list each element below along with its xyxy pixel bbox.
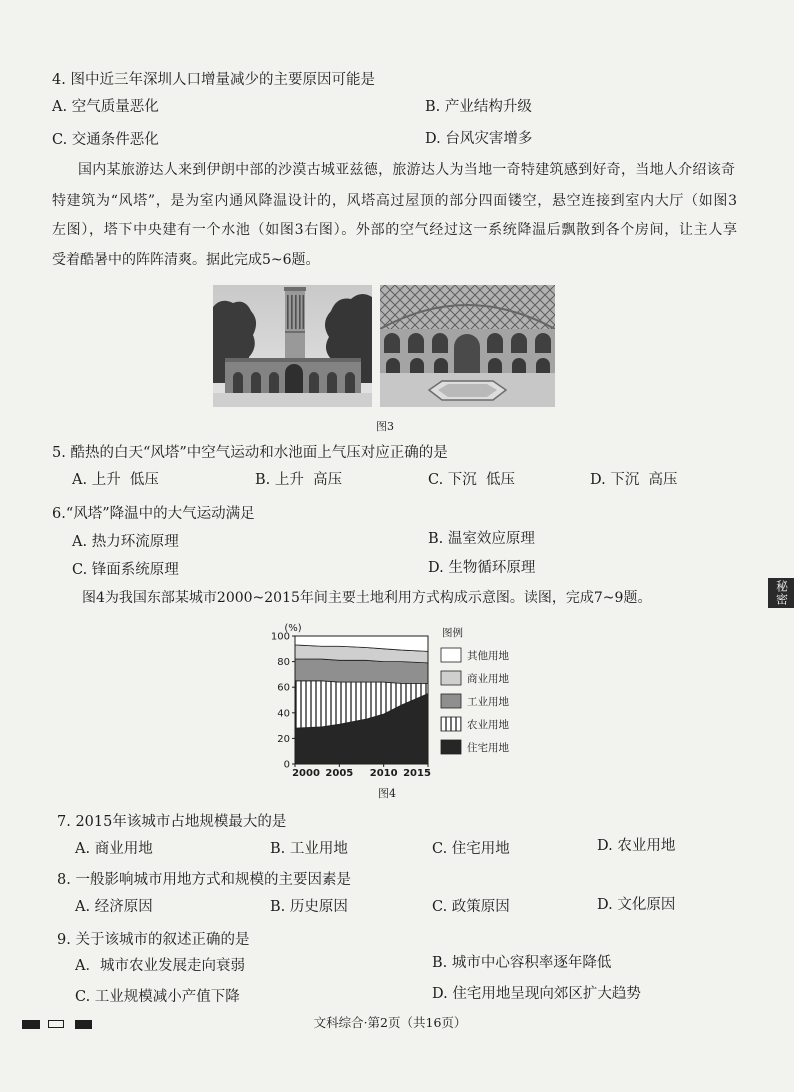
print-mark — [75, 1020, 92, 1029]
print-mark — [22, 1020, 40, 1029]
pool-water — [438, 384, 497, 397]
q5-option-b: B. 上升 高压 — [255, 472, 343, 488]
figure3-caption: 图3 — [376, 420, 394, 433]
q7-option-b: B. 工业用地 — [270, 841, 348, 857]
y-tick-label: 20 — [277, 733, 290, 745]
legend-swatch-commercial — [441, 671, 461, 685]
legend-swatch-agricultural — [441, 717, 461, 731]
passage-7-9: 图4为我国东部某城市2000~2015年间主要土地利用方式构成示意图。读图，完成7~9题。 — [82, 590, 652, 606]
q9-option-a: A．城市农业发展走向衰弱 — [75, 958, 245, 974]
legend-label-industrial: 工业用地 — [467, 696, 509, 708]
page-footer: 文科综合·第2页（共16页） — [313, 1015, 467, 1030]
q6-option-b: B. 温室效应原理 — [428, 531, 535, 547]
q6-stem: 6.“风塔”降温中的大气运动满足 — [52, 506, 255, 522]
y-tick-label: 0 — [283, 759, 290, 771]
legend-title: 图例 — [442, 627, 463, 639]
q7-option-a: A. 商业用地 — [75, 841, 153, 857]
legend-label-other: 其他用地 — [467, 650, 509, 662]
legend-label-commercial: 商业用地 — [467, 673, 509, 685]
y-tick-label: 80 — [277, 657, 290, 669]
x-tick-label: 2010 — [369, 768, 398, 779]
figure3-left-photo — [213, 285, 372, 407]
q6-option-c: C. 锋面系统原理 — [72, 562, 179, 578]
q8-option-b: B. 历史原因 — [270, 899, 348, 915]
q6-option-a: A. 热力环流原理 — [72, 534, 179, 550]
q5-stem: 5. 酷热的白天“风塔”中空气运动和水池面上气压对应正确的是 — [52, 445, 448, 461]
passage-5-6-line: 左图），塔下中央建有一个水池（如图3右图）。外部的空气经过这一系统降温后飘散到各个房间，让主人享 — [52, 222, 737, 238]
chart-legend — [441, 626, 509, 754]
q9-option-c: C. 工业规模减小产值下降 — [75, 989, 240, 1005]
y-tick-label: 40 — [277, 708, 290, 720]
legend-swatch-residential — [441, 740, 461, 754]
q9-stem: 9. 关于该城市的叙述正确的是 — [57, 932, 250, 948]
q4-option-b: B. 产业结构升级 — [425, 99, 532, 115]
stacked-areas — [295, 636, 428, 764]
legend-swatch-industrial — [441, 694, 461, 708]
building-facade — [225, 358, 361, 395]
x-tick-label: 2015 — [403, 768, 431, 779]
q5-option-d: D. 下沉 高压 — [590, 472, 678, 488]
figure3-right-photo — [380, 285, 555, 407]
q8-option-c: C. 政策原因 — [432, 899, 510, 915]
q5-option-c: C. 下沉 低压 — [428, 472, 516, 488]
q8-stem: 8. 一般影响城市用地方式和规模的主要因素是 — [57, 872, 351, 888]
lattice-ceiling — [380, 285, 555, 329]
confidential-tab: 秘密 — [768, 578, 794, 608]
legend-label-agricultural: 农业用地 — [467, 719, 509, 731]
figure4-land-use-chart — [255, 618, 555, 784]
q7-stem: 7. 2015年该城市占地规模最大的是 — [57, 814, 287, 830]
figure4-caption: 图4 — [378, 787, 396, 800]
q8-option-a: A. 经济原因 — [75, 899, 153, 915]
q5-option-a: A. 上升 低压 — [72, 472, 159, 488]
y-axis-unit: (%) — [284, 623, 302, 634]
y-tick-label: 60 — [277, 682, 290, 694]
q4-option-a: A. 空气质量恶化 — [52, 99, 159, 115]
q9-option-d: D. 住宅用地呈现向郊区扩大趋势 — [432, 986, 641, 1002]
q4-option-c: C. 交通条件恶化 — [52, 132, 159, 148]
q7-option-c: C. 住宅用地 — [432, 841, 510, 857]
q8-option-d: D. 文化原因 — [597, 897, 676, 913]
passage-5-6-line: 特建筑为“风塔”，是为室内通风降温设计的，风塔高过屋顶的部分四面镂空，悬空连接到室内大厅（如图3 — [52, 193, 737, 209]
x-tick-label: 2000 — [292, 768, 320, 779]
area-industrial-land — [295, 659, 428, 683]
passage-5-6-line: 国内某旅游达人来到伊朗中部的沙漠古城亚兹德，旅游达人为当地一奇特建筑感到好奇，当地人介绍该奇 — [78, 162, 735, 178]
legend-label-residential: 住宅用地 — [467, 742, 509, 754]
legend-swatch-other — [441, 648, 461, 662]
ground — [213, 393, 372, 407]
q9-option-b: B. 城市中心容积率逐年降低 — [432, 955, 612, 971]
y-tick-label: 100 — [270, 631, 290, 643]
x-tick-label: 2005 — [325, 768, 354, 779]
q7-option-d: D. 农业用地 — [597, 838, 676, 854]
q6-option-d: D. 生物循环原理 — [428, 560, 536, 576]
q4-option-d: D. 台风灾害增多 — [425, 131, 533, 147]
print-mark — [48, 1020, 64, 1028]
passage-5-6-line: 受着酷暑中的阵阵清爽。据此完成5~6题。 — [52, 252, 320, 268]
q4-stem: 4. 图中近三年深圳人口增量减少的主要原因可能是 — [52, 72, 375, 88]
